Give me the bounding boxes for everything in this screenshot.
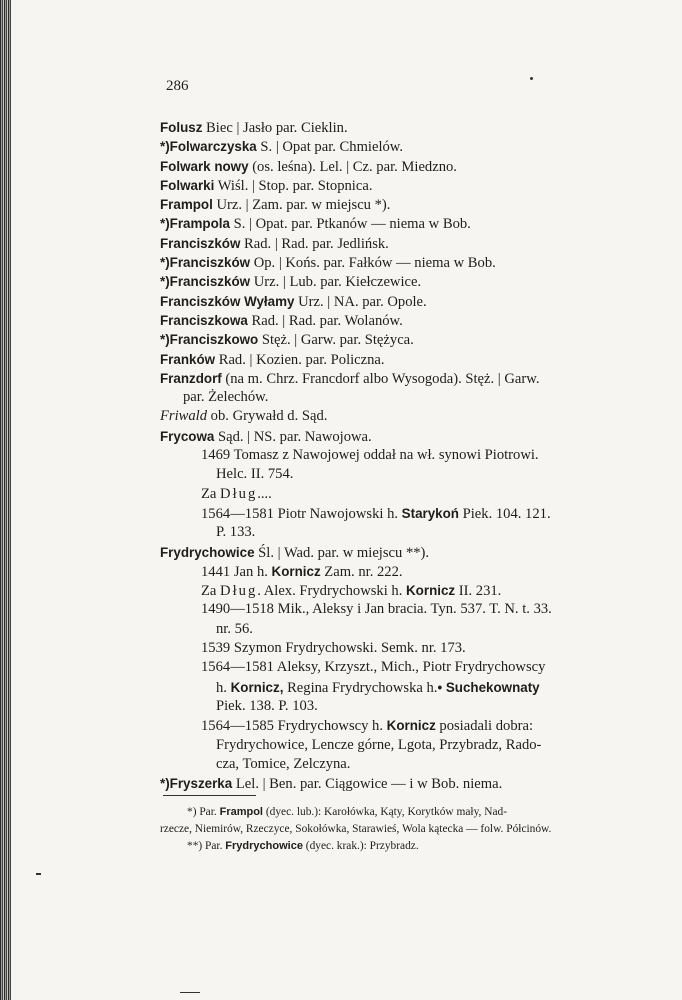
- entry: Folusz Biec | Jasło par. Cieklin.: [160, 120, 348, 136]
- footnotes: [160, 804, 616, 855]
- entry: Folwark nowy (os. leśna). Lel. | Cz. par. Miedzno.: [160, 158, 457, 175]
- footnote-2: **) Par. Frydrychowice (dyec. krak.): Przybradz.: [187, 840, 419, 852]
- gazetteer-entries: [160, 118, 620, 793]
- entry-head: Franzdorf: [160, 370, 222, 386]
- entry: *)Franciszków Urz. | Lub. par. Kiełczewice.: [160, 274, 422, 291]
- ink-speck: [36, 873, 41, 875]
- footnote-1: *) Par. Frampol (dyec. lub.): Karołówka, Kąty, Korytków mały, Nad-: [187, 806, 507, 818]
- entry: Franciszkowa Rad. | Rad. par. Wolanów.: [160, 312, 403, 329]
- entry-head: Franków: [160, 351, 216, 367]
- entry-fryszerka: *)Fryszerka Lel. | Ben. par. Ciągowice — i w Bob. niema.: [160, 776, 503, 793]
- historical-note: 1441 Jan h. Kornicz Zam. nr. 222.: [201, 563, 403, 580]
- historical-note: 1469 Tomasz z Nawojowej oddał na wł. synowi Piotrowi.: [201, 447, 539, 464]
- historical-note-continuation: P. 133.: [216, 524, 256, 541]
- entry-head: Franciszkowa: [160, 312, 248, 328]
- entry: Franciszków Wyłamy Urz. | NA. par. Opole.: [160, 293, 427, 310]
- entry-head: *)Fryszerka: [160, 776, 233, 792]
- entry-head: Franciszków: [160, 235, 241, 251]
- entry-head: *)Franciszków: [160, 255, 251, 271]
- entry-continuation: par. Żelechów.: [183, 389, 269, 406]
- footnote-1-continuation: rzecze, Niemirów, Rzeczyce, Sokołówka, Starawieś, Wola kątecka — folw. Półcinów.: [160, 823, 552, 835]
- entry: Franków Rad. | Kozien. par. Policzna.: [160, 351, 385, 368]
- footnote-rule: [163, 795, 256, 796]
- entry-head: Folwarki: [160, 177, 215, 193]
- ink-speck: [180, 992, 200, 993]
- historical-note: 1564—1581 Aleksy, Krzyszt., Mich., Piotr Frydrychowscy: [201, 659, 546, 676]
- entry: *)Folwarczyska S. | Opat par. Chmielów.: [160, 139, 404, 156]
- historical-note: Za Dług. Alex. Frydrychowski h. Kornicz II. 231.: [201, 583, 502, 600]
- historical-note: 1564—1581 Piotr Nawojowski h. Starykoń Piek. 104. 121.: [201, 505, 551, 522]
- entry-head: *)Frampola: [160, 216, 230, 232]
- entry: *)Franciszkowo Stęż. | Garw. par. Stężyca.: [160, 332, 414, 349]
- entry-head: Folusz: [160, 120, 203, 135]
- book-binding-edge: [0, 0, 11, 1000]
- historical-note-continuation: cza, Tomice, Zelczyna.: [216, 755, 351, 772]
- ink-speck: [530, 77, 533, 80]
- historical-note: 1564—1585 Frydrychowscy h. Kornicz posiadali dobra:: [201, 718, 534, 735]
- historical-note-continuation: Helc. II. 754.: [216, 466, 294, 483]
- entry-head: Frycowa: [160, 428, 215, 444]
- entry: *)Franciszków Op. | Końs. par. Fałków — niema w Bob.: [160, 255, 496, 272]
- entry: Folwarki Wiśl. | Stop. par. Stopnica.: [160, 177, 373, 194]
- entry: Frampol Urz. | Zam. par. w miejscu *).: [160, 197, 391, 214]
- entry-head: *)Franciszków: [160, 274, 251, 290]
- entry-head: Frampol: [160, 197, 213, 213]
- historical-note-continuation: h. Kornicz, Regina Frydrychowska h.• Suchekownaty: [216, 679, 540, 696]
- historical-note-continuation: Piek. 138. P. 103.: [216, 697, 318, 714]
- historical-note-continuation: Frydrychowice, Lencze górne, Lgota, Przybradz, Rado-: [216, 736, 542, 753]
- entry: Franciszków Rad. | Rad. par. Jedlińsk.: [160, 235, 389, 252]
- historical-note-continuation: nr. 56.: [216, 620, 253, 637]
- historical-note: 1539 Szymon Frydrychowski. Semk. nr. 173.: [201, 640, 466, 657]
- entry-head: *)Franciszkowo: [160, 332, 259, 348]
- entry-frydrychowice: Frydrychowice Śl. | Wad. par. w miejscu **).: [160, 544, 430, 561]
- entry: *)Frampola S. | Opat. par. Ptkanów — niema w Bob.: [160, 216, 471, 233]
- entry-head-italic: Friwald: [160, 408, 208, 425]
- entry-head: Frydrychowice: [160, 544, 255, 560]
- entry-head: *)Folwarczyska: [160, 139, 257, 155]
- entry-head: Folwark nowy: [160, 158, 249, 174]
- entry-friwald: Friwald ob. Grywałd d. Sąd.: [160, 408, 328, 425]
- entry-frycowa: Frycowa Sąd. | NS. par. Nawojowa.: [160, 428, 372, 445]
- page-number: 286: [166, 78, 189, 94]
- entry-head: Franciszków Wyłamy: [160, 293, 295, 309]
- historical-note: 1490—1518 Mik., Aleksy i Jan bracia. Tyn. 537. T. N. t. 33.: [201, 601, 552, 618]
- historical-note: Za Dług....: [201, 485, 272, 502]
- entry-franzdorf: Franzdorf (na m. Chrz. Francdorf albo Wysogoda). Stęż. | Garw.: [160, 370, 540, 387]
